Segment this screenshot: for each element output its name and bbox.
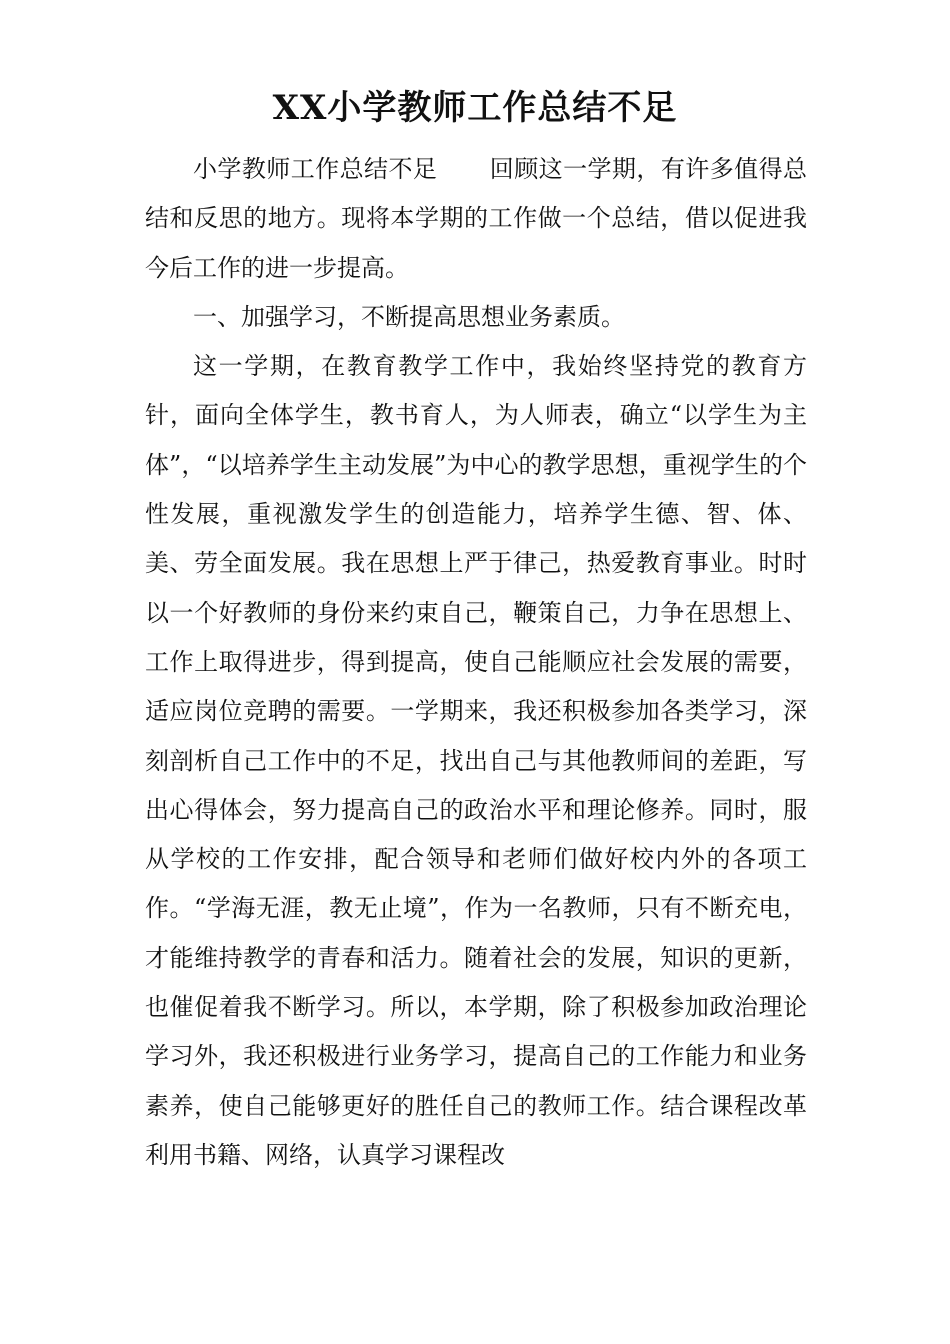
intro-lead: 小学教师工作总结不足 bbox=[193, 155, 438, 183]
intro-paragraph bbox=[145, 145, 807, 293]
section-body-paragraph: 这一学期，在教育教学工作中，我始终坚持党的教育方针，面向全体学生，教书育人，为人师表，确立“以学生为主体”，“以培养学生主动发展”为中心的教学思想，重视学生的个性发展，重视激发学生的创造能力，培养学生德、智、体、美、劳全面发展。我在思想上严于律己，热爱教育事业。时时以一个好教师的身份来约束自己，鞭策自己，力争在思想上、工作上取得进步，得到提高，使自己能顺应社会发展的需要，适应岗位竞聘的需要。一学期来，我还积极参加各类学习，深刻剖析自己工作中的不足，找出自己与其他教师间的差距，写出心得体会，努力提高自己的政治水平和理论修养。同时，服从学校的工作安排，配合领导和老师们做好校内外的各项工作。“学海无涯，教无止境”，作为一名教师，只有不断充电，才能维持教学的青春和活力。随着社会的发展，知识的更新，也催促着我不断学习。所以，本学期，除了积极参加政治理论学习外，我还积极进行业务学习，提高自己的工作能力和业务素养，使自己能够更好的胜任自己的教师工作。结合课程改革利用书籍、网络，认真学习课程改 bbox=[145, 352, 807, 1169]
section-heading: 一、加强学习，不断提高思想业务素质。 bbox=[193, 302, 625, 331]
intro-text: 回顾这一学期，有许多值得总结和反思的地方。现将本学期的工作做一个总结，借以促进我今后工作的进一步提高。 bbox=[145, 155, 808, 282]
document-title: XX小学教师工作总结不足 bbox=[272, 88, 678, 128]
document-body bbox=[145, 145, 807, 1180]
